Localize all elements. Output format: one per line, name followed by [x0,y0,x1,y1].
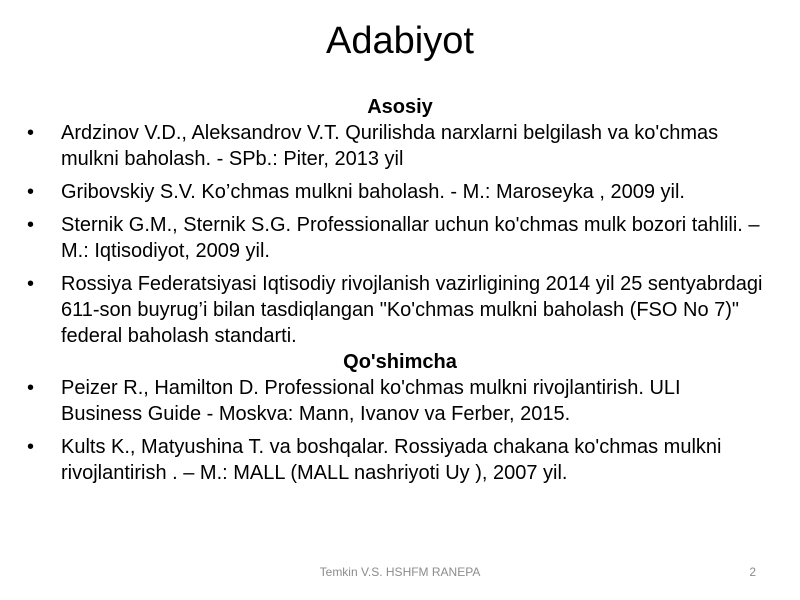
main-references-heading: Asosiy [367,96,433,118]
reference-text: Sternik G.M., Sternik S.G. Professionallar uchun ko'chmas mulk bozori tahlili. – M.: Iqtisodiyot, 2009 yil. [61,214,760,262]
bullet-icon: • [27,181,35,203]
bullet-icon: • [27,436,35,458]
reference-text: Gribovskiy S.V. Ko’chmas mulkni baholash. - M.: Maroseyka , 2009 yil. [61,181,685,203]
reference-text: Rossiya Federatsiyasi Iqtisodiy rivojlanish vazirligining 2014 yil 25 sentyabrdagi 611-son buyrug’i bilan tasdiqlangan "Ko'chmas mulkni baholash (FSO No 7)" federal baholash standarti. [61,273,763,347]
slide-title: Adabiyot [326,20,474,62]
references-content [24,94,764,493]
reference-item [24,434,764,486]
bullet-icon: • [27,214,35,236]
reference-text: Ardzinov V.D., Aleksandrov V.T. Qurilishda narxlarni belgilash va ko'chmas mulkni baholash. - SPb.: Piter, 2013 yil [61,122,719,170]
reference-item [24,120,764,172]
additional-references-heading: Qo'shimcha [343,351,457,373]
main-references-list [24,120,764,349]
page-number: 2 [749,565,756,579]
slide-footer: Temkin V.S. HSHFM RANEPA [319,565,481,579]
reference-text: Peizer R., Hamilton D. Professional ko'chmas mulkni rivojlantirish. ULI Business Guide - Moskva: Mann, Ivanov va Ferber, 2015. [61,377,681,425]
additional-references-list [24,375,764,486]
reference-item [24,271,764,349]
bullet-icon: • [27,122,35,144]
bullet-icon: • [27,273,35,295]
reference-item [24,212,764,264]
reference-text: Kults K., Matyushina T. va boshqalar. Rossiyada chakana ko'chmas mulkni rivojlantirish . – M.: MALL (MALL nashriyoti Uy ), 2007 yil. [61,436,722,484]
reference-item [24,375,764,427]
bullet-icon: • [27,377,35,399]
reference-item [24,179,764,205]
